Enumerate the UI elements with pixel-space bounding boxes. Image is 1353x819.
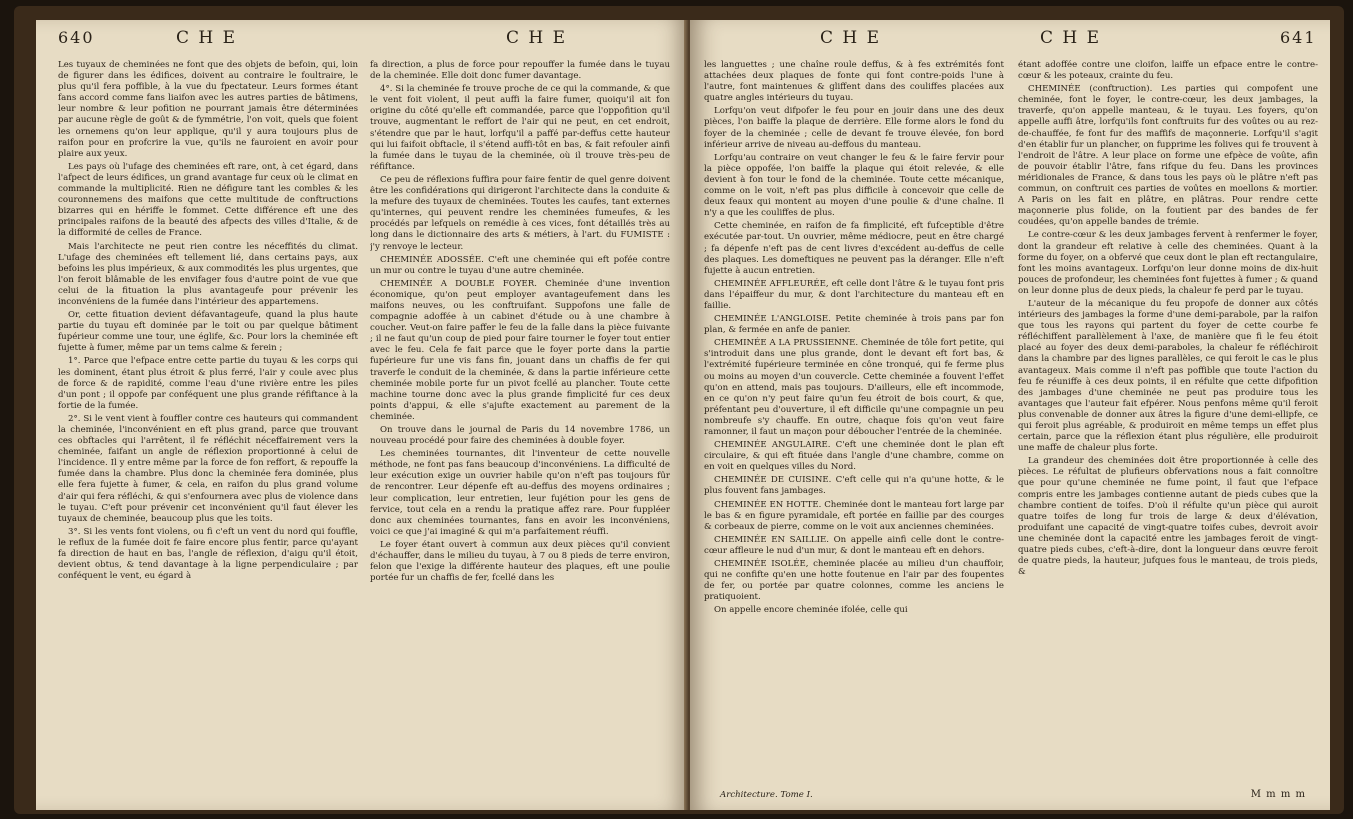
left-running-head: [36, 28, 688, 54]
left-head-right: C H E: [506, 28, 568, 48]
paragraph: Les pays où l'ufage des cheminées eft rare, ont, à cet égard, dans l'afpect de leurs édifices, un grand avantage fur ceux où le climat en commande la multiplicité. Rien ne défigure tant les combles & les couronnemens des maifons que cette multitude de conftructions bizarres qui en hériffe le fommet. Cette différence eft une des principales raifons de la beauté des afpects des villes d'Italie, & de la difformité de celles de France.: [58, 161, 358, 239]
paragraph: Le contre-cœur & les deux jambages fervent à renfermer le foyer, dont la grandeur eft relative à celle des cheminées. Quant à la forme du foyer, on a obfervé que ceux dont le plan eft rectangulaire, font les moins avantageux. Lorfqu'on leur donne moins de dix-huit pouces de profondeur, les cheminées font fujettes à fumer ; & quand on leur donne plus de deux pieds, la chaleur fe perd par le tuyau.: [1018, 230, 1318, 296]
right-running-head: [690, 28, 1330, 54]
paragraph: Or, cette fituation devient défavantageufe, quand la plus haute partie du tuyau eft dominée par le toit ou par quelque bâtiment fupérieur comme une tour, une églife, &c. Pour lors la cheminée eft fujette à fumer, même par un tems calme & ferein ;: [58, 310, 358, 354]
paragraph: Lorfqu'on veut difpofer le feu pour en jouir dans une des deux pièces, l'on baiffe la plaque de derrière. Elle forme alors le fond du foyer de la cheminée ; celle de devant fe trouve élevée, fon bord inférieur arrive de niveau au-deffous du manteau.: [704, 106, 1004, 150]
paragraph: 4°. Si la cheminée fe trouve proche de ce qui la commande, & que le vent foit violent, il peut auffi la faire fumer, quoiqu'il ait fon origine du côté qu'elle eft commandée, parce que l'oppofition qu'il trouve, augmentant le reffort de l'air qui ne peut, en cet endroit, s'étendre que par le haut, lorfqu'il a paffé par-deffus cette hauteur qui lui faifoit obftacle, il s'étend auffi-tôt en bas, & fait refouler ainfi la fumée dans le tuyau de la cheminée, où il trouve très-peu de réfiftance.: [370, 84, 670, 172]
paragraph: CHEMINÉE A DOUBLE FOYER. Cheminée d'une invention économique, qu'on peut employer avantageufement dans les maifons neuves, ou les conftruifant. Suppofons une falle de compagnie adoffée à un cabinet d'étude ou à une chambre à coucher. Veut-on faire paffer le feu de la falle dans la pièce fuivante ; il ne faut qu'un coup de pied pour faire tourner le foyer tout entier avec le feu. Cela fe fait parce que le foyer porte dans la partie fupérieure fur une vis fans fin, jouant dans un chaffis de fer qui traverfe le conduit de la cheminée, & dans la partie inférieure cette cheminée mobile porte fur un pivot fcellé au plancher. Toute cette machine tourne donc avec la plus grande fimplicité fur ces deux points d'appui, & elle s'ajufte exactement au parement de la cheminée.: [370, 278, 670, 422]
paragraph: Mais l'architecte ne peut rien contre les néceffités du climat. L'ufage des cheminées eft tellement lié, dans certains pays, aux befoins les plus impérieux, & aux commodités les plus urgentes, que l'on feroit blâmable de les envifager fous d'autre point de vue que celui de la fituation la plus avantageufe pour prévenir les inconvéniens de la fumée dans l'intérieur des appartemens.: [58, 241, 358, 307]
paragraph: CHEMINÉE (conftruction). Les parties qui compofent une cheminée, font le foyer, le contre-cœur, les deux jambages, la traverfe, qu'on appelle manteau, & le tuyau. Les foyers, qu'on appelle auffi âtre, lorfqu'ils font conftruits fur des voûtes ou au rez-de-chauffée, fe font fur des maffifs de maçonnerie. Lorfqu'il s'agit d'en établir fur un plancher, on fupprime les folives qui fe trouvent à l'endroit de l'âtre. A leur place on forme une efpèce de voûte, afin de pouvoir établir l'âtre, fans rifque du feu. Dans les provinces méridionales de France, & dans tous les pays où le plâtre n'eft pas commun, on conftruit ces parties de voûtes en moellons & mortier. A Paris on les fait en plâtre, en plâtras. Pour rendre cette maçonnerie plus folide, on la foutient par des bandes de fer coudées, qu'on appelle bandes de trémie.: [1018, 84, 1318, 228]
right-column-1: [704, 60, 1004, 786]
paragraph: Cette cheminée, en raifon de fa fimplicité, eft fufceptible d'être exécutée par-tout. Un ouvrier, même médiocre, peut en être chargé ; fa dépenfe n'eft pas de cent livres d'excédent au-deffus de celle des plaques. Les domeftiques ne peuvent pas la déranger. Elle n'eft fujette à aucun entretien.: [704, 221, 1004, 276]
paragraph: CHEMINÉE EN SAILLIE. On appelle ainfi celle dont le contre-cœur affleure le nud d'un mur, & dont le manteau eft en dehors.: [704, 534, 1004, 556]
left-head-left: C H E: [176, 28, 238, 48]
volume-footer: Architecture. Tome I.: [720, 790, 813, 800]
right-column-2: [1018, 60, 1318, 786]
right-page: [690, 20, 1330, 810]
paragraph: CHEMINÉE AFFLEURÉE, eft celle dont l'âtre & le tuyau font pris dans l'épaiffeur du mur, & dont l'architecture du manteau eft en faillie.: [704, 278, 1004, 311]
paragraph: On appelle encore cheminée ifolée, celle qui: [714, 605, 908, 616]
paragraph: Le foyer étant ouvert à commun aux deux pièces qu'il convient d'échauffer, dans le milieu du tuyau, à 7 ou 8 pieds de terre environ, felon que l'exige la différente hauteur des plaques, eft une poulie portée fur un chaffis de fer, fcellé dans les: [370, 539, 670, 584]
paragraph: L'auteur de la mécanique du feu propofe de donner aux côtés intérieurs des jambages la forme d'une demi-parabole, par la raifon que tous les rayons qui partent du foyer de cette courbe fe réfléchiffent parallèlement à l'axe, de manière que fi le feu étoit placé au foyer des deux demi-paraboles, la chaleur fe réfléchiroit dans la chambre par des lignes parallèles, ce qui feroit le cas le plus avantageux. Mais comme il n'eft pas poffible que toute l'action du feu fe réuniffe à ces deux points, il en réfulte que cette difpofition des jambages d'une cheminée ne peut pas produire tous les avantages que l'auteur fait efpérer. Nous penfons même qu'il feroit plus convenable de donner aux âtres la figure d'une demi-ellipfe, ce qui feroit plus agréable, & produiroit en même temps un effet plus certain, parce que la réflexion étant plus régulière, elle produiroit une maffe de chaleur plus forte.: [1018, 298, 1318, 454]
paragraph: CHEMINÉE ANGULAIRE. C'eft une cheminée dont le plan eft circulaire, & qui eft fituée dans l'angle d'une chambre, comme on en voit en quelques villes du Nord.: [704, 440, 1004, 473]
left-column-2: [370, 60, 670, 800]
paragraph: 1°. Parce que l'efpace entre cette partie du tuyau & les corps qui les dominent, étant plus étroit & plus ferré, l'air y coule avec plus de force & de rapidité, comme l'eau d'une rivière entre les piles d'un pont ; il oppofe par conféquent une plus grande réfiftance à la fortie de la fumée.: [58, 356, 358, 411]
paragraph: La grandeur des cheminées doit être proportionnée à celle des pièces. Le réfultat de plufieurs obfervations nous a fait connoître que pour qu'une cheminée ne fume point, il faut que l'efpace compris entre les jambages contienne autant de pieds cubes que la chambre contient de toifes. D'où il réfulte qu'un pièce qui auroit quatre toifes de long fur trois de large & deux d'élévation, produifant une capacité de vingt-quatre toifes cubes, devroit avoir une cheminée dont la capacité entre les jambages feroit de vingt-quatre pieds cubes, c'eft-à-dire, dont la longueur dans œuvre feroit de quatre pieds, la hauteur, jufques fous le manteau, de trois pieds, &: [1018, 456, 1318, 578]
paragraph: les languettes ; une chaîne roule deffus, & à fes extrémités font attachées deux plaques de fonte qui font contre-poids l'une à l'autre, font maintenues & gliffent dans des couliffes placées aux quatre angles intérieurs du tuyau.: [704, 60, 1004, 104]
signature-mark: M m m m: [1250, 789, 1306, 800]
right-head-right: C H E: [1040, 28, 1102, 48]
open-book: [14, 6, 1344, 814]
paragraph: CHEMINÉE EN HOTTE. Cheminée dont le manteau fort large par le bas & en figure pyramidale, eft portée en faillie par des courges & corbeaux de pierre, comme on le voit aux anciennes cheminées.: [704, 499, 1004, 532]
paragraph: fa direction, a plus de force pour repouffer la fumée dans le tuyau de la cheminée. Elle doit donc fumer davantage.: [370, 60, 670, 82]
paragraph: On trouve dans le journal de Paris du 14 novembre 1786, un nouveau procédé pour faire des cheminées à double foyer.: [370, 425, 670, 447]
paragraph: 3°. Si les vents font violens, ou fi c'eft un vent du nord qui fouffle, le reflux de la fumée doit fe faire encore plus fentir, parce qu'ayant fa direction de haut en bas, l'angle de réflexion, d'aigu qu'il étoit, devient obtus, & tend davantage à la ligne perpendiculaire ; par conféquent le vent, eu égard à: [58, 526, 358, 582]
left-column-1: [58, 60, 358, 800]
left-page: [36, 20, 688, 810]
paragraph: Les cheminées tournantes, dit l'inventeur de cette nouvelle méthode, ne font pas fans beaucoup d'inconvéniens. La difficulté de leur exécution exige un ouvrier habile qu'on n'eft pas toujours fûr de rencontrer. Leur dépenfe eft au-deffus des moyens ordinaires ; leur complication, leur entretien, leur fujétion pour les gens de fervice, tout cela en a rendu la pratique affez rare. Pour fuppléer donc aux cheminées tournantes, fans en avoir les inconvéniens, voici ce que j'ai imaginé & qui m'a parfaitement réuffi.: [370, 449, 670, 537]
paragraph: CHEMINÉE A LA PRUSSIENNE. Cheminée de tôle fort petite, qui s'introduit dans une plus grande, dont le devant eft fort bas, & l'extrémité fupérieure terminée en cône tronqué, qui fe ferme plus ou moins au moyen d'un couvercle. Cette cheminée a fouvent l'effet qu'on en attend, mais pas toujours. D'ailleurs, elle eft incommode, en ce qu'on n'y peut faire qu'un feu étroit de bois court, & que, préfentant peu d'ouverture, il eft difficile qu'une compagnie un peu nombreufe s'y chauffe. En outre, chaque fois qu'on veut faire ramonner, il faut un maçon pour déboucher l'entrée de la cheminée.: [704, 338, 1004, 437]
left-page-number: 640: [58, 28, 95, 47]
right-page-number: 641: [1280, 28, 1317, 47]
paragraph: CHEMINÉE ADOSSÉE. C'eft une cheminée qui eft pofée contre un mur ou contre le tuyau d'une autre cheminée.: [370, 254, 670, 276]
paragraph: étant adoffée contre une cloifon, laiffe un efpace entre le contre-cœur & les poteaux, crainte du feu.: [1018, 60, 1318, 82]
paragraph: CHEMINÉE DE CUISINE. C'eft celle qui n'a qu'une hotte, & le plus fouvent fans jambages.: [704, 475, 1004, 497]
right-head-left: C H E: [820, 28, 882, 48]
paragraph: CHEMINÉE L'ANGLOISE. Petite cheminée à trois pans par fon plan, & fermée en anfe de panier.: [704, 314, 1004, 336]
paragraph: 2°. Si le vent vient à fouffler contre ces hauteurs qui commandent la cheminée, l'inconvénient en eft plus grand, parce que trouvant ces obftacles qui l'arrêtent, il fe réfléchit néceffairement vers la cheminée, faifant un angle de réflexion proportionné à celui de l'incidence. Il y entre même par la force de fon reffort, & repouffe la fumée dans la chambre. Plus donc la cheminée fera dominée, plus elle fera fujette à fumer, & cela, en raifon du plus grand volume d'air qui fera réfléchi, & qui s'enfournera avec plus de violence dans le tuyau. C'eft pour prévenir cet inconvénient qu'il faut élever les tuyaux de cheminée, beaucoup plus que les toits.: [58, 413, 358, 524]
paragraph: CHEMINÉE ISOLÉE, cheminée placée au milieu d'un chauffoir, qui ne confifte qu'en une hotte foutenue en l'air par des foupentes de fer, ou portée par quatre colonnes, comme les anciens le pratiquoient.: [704, 559, 1004, 603]
paragraph: Lorfqu'au contraire on veut changer le feu & le faire fervir pour la pièce oppofée, l'on baiffe la plaque qui étoit relevée, & elle devient à fon tour le fond de la cheminée. Toute cette mécanique, comme on le voit, n'eft pas plus difficile à concevoir que celle de deux feaux qui montent au moyen d'une poulie & d'une chaîne. Il n'y a que les couliffes de plus.: [704, 152, 1004, 219]
paragraph: Ce peu de réflexions fuffira pour faire fentir de quel genre doivent être les confidérations qui dirigeront l'architecte dans la conduite & la mefure des tuyaux de cheminées. Toutes les caufes, tant externes qu'internes, qui peuvent rendre les cheminées fumeufes, & les procédés par lefquels on remédie à ces vices, font détaillés très au long dans le dictionnaire des arts & métiers, à l'art. du FUMISTE : j'y renvoye le lecteur.: [370, 174, 670, 252]
paragraph: Les tuyaux de cheminées ne font que des objets de befoin, qui, loin de figurer dans les édifices, doivent au contraire le foultraire, le plus qu'il fera poffible, à la vue du fpectateur. Leurs formes étant fans accord comme fans liaifon avec les autres parties de bâtimens, leur nombre & leur pofition ne pourrant jamais être déterminées par aucune règle de goût & de fymmétrie, l'on voit, quels que foient les ornemens qu'on leur applique, qu'il y aura toujours plus de raifon pour en profcrire la vue, qu'ils ne fauroient en avoir pour plaire aux yeux.: [58, 60, 358, 159]
